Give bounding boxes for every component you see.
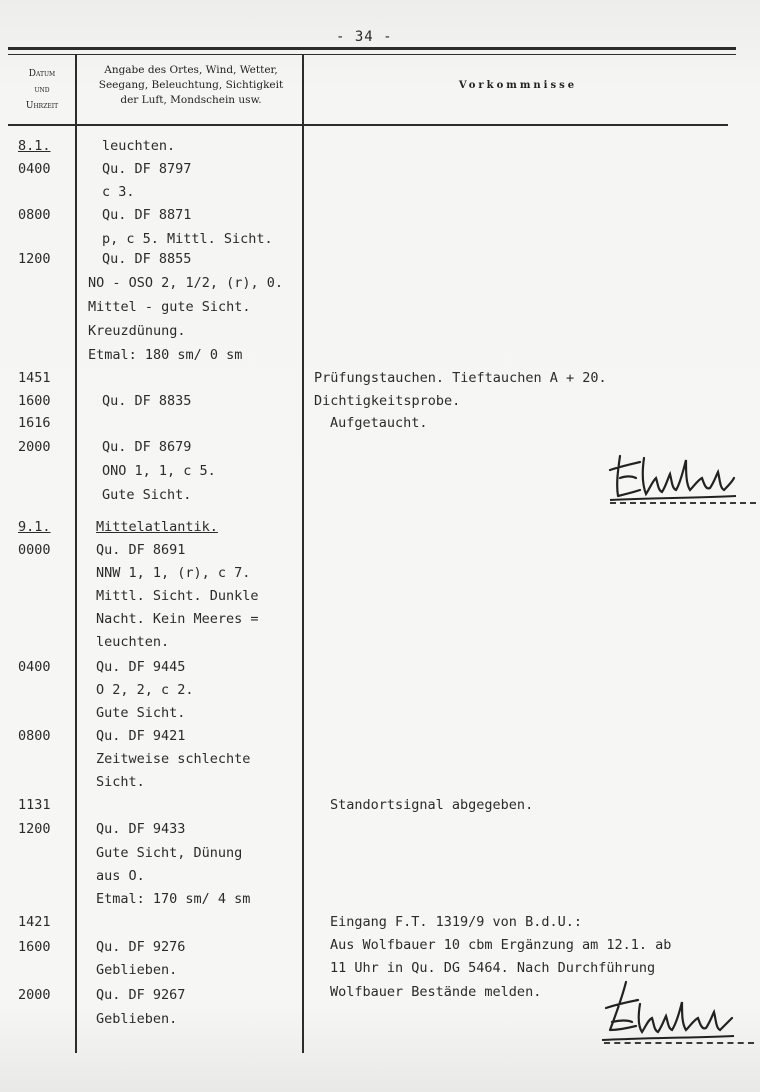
place-cell: Nacht. Kein Meeres = <box>96 611 259 627</box>
header-date-line3: Uhrzeit <box>25 101 59 111</box>
date-cell: 0000 <box>18 542 51 558</box>
place-cell: Qu. DF 8679 <box>102 439 192 455</box>
date-cell: 8.1. <box>18 138 51 154</box>
header-events: Vorkommnisse <box>458 80 578 91</box>
signature-2 <box>598 978 738 1044</box>
date-cell: 0400 <box>18 161 51 177</box>
date-cell: 1600 <box>18 393 51 409</box>
date-cell: 9.1. <box>18 519 51 535</box>
date-cell: 1421 <box>18 914 51 930</box>
signature-dash-1 <box>610 502 756 504</box>
place-cell: O 2, 2, c 2. <box>96 682 194 698</box>
place-cell: Qu. DF 8855 <box>102 251 192 267</box>
place-cell: aus O. <box>96 868 145 884</box>
header-date-time <box>12 66 72 114</box>
place-cell: p, c 5. Mittl. Sicht. <box>102 231 273 247</box>
event-cell: Prüfungstauchen. Tieftauchen A + 20. <box>314 370 607 386</box>
date-cell: 2000 <box>18 987 51 1003</box>
event-cell: Eingang F.T. 1319/9 von B.d.U.: <box>330 914 582 930</box>
signature-dash-2 <box>604 1042 754 1044</box>
place-cell: Gute Sicht, Dünung <box>96 845 243 861</box>
place-cell: Qu. DF 9276 <box>96 939 186 955</box>
event-cell: 11 Uhr in Qu. DG 5464. Nach Durchführung <box>330 960 656 976</box>
top-rule <box>8 47 736 50</box>
date-cell: 1616 <box>18 415 51 431</box>
date-cell: 1451 <box>18 370 51 386</box>
header-place-weather <box>80 63 302 108</box>
date-cell: 0800 <box>18 207 51 223</box>
place-cell: Zeitweise schlechte <box>96 751 251 767</box>
date-cell: 1600 <box>18 939 51 955</box>
place-cell: Mittel - gute Sicht. <box>88 299 251 315</box>
place-cell: Qu. DF 8797 <box>102 161 192 177</box>
place-cell: Gute Sicht. <box>96 705 186 721</box>
event-cell: Aus Wolfbauer 10 cbm Ergänzung am 12.1. ab <box>330 937 672 953</box>
header-rule <box>8 124 728 126</box>
place-cell: Qu. DF 9421 <box>96 728 186 744</box>
date-cell: 0400 <box>18 659 51 675</box>
place-cell: c 3. <box>102 184 135 200</box>
header-place-line2: Seegang, Beleuchtung, Sichtigkeit <box>98 79 284 91</box>
date-cell: 1200 <box>18 821 51 837</box>
place-cell: ONO 1, 1, c 5. <box>102 463 216 479</box>
place-cell: Qu. DF 8691 <box>96 542 186 558</box>
place-cell: leuchten. <box>102 138 176 154</box>
place-cell: Sicht. <box>96 774 145 790</box>
place-cell: Kreuzdünung. <box>88 323 186 339</box>
place-cell: Mittelatlantik. <box>96 519 218 535</box>
place-cell: Etmal: 170 sm/ 4 sm <box>96 891 251 907</box>
column-divider-date <box>75 55 77 1053</box>
date-cell: 1200 <box>18 251 51 267</box>
event-cell: Wolfbauer Bestände melden. <box>330 984 542 1000</box>
place-cell: Gute Sicht. <box>102 487 192 503</box>
header-date-line2: und <box>34 85 50 95</box>
place-cell: Qu. DF 9433 <box>96 821 186 837</box>
place-cell: NO - OSO 2, 1/2, (r), 0. <box>88 275 284 291</box>
date-cell: 1131 <box>18 797 51 813</box>
signature-1 <box>606 448 740 504</box>
date-cell: 2000 <box>18 439 51 455</box>
header-place-line1: Angabe des Ortes, Wind, Wetter, <box>104 64 278 76</box>
event-cell: Dichtigkeitsprobe. <box>314 393 461 409</box>
place-cell: Etmal: 180 sm/ 0 sm <box>88 347 243 363</box>
header-date-line1: Datum <box>28 69 56 79</box>
place-cell: Qu. DF 9445 <box>96 659 186 675</box>
date-cell: 0800 <box>18 728 51 744</box>
column-divider-place <box>302 55 304 1053</box>
place-cell: Geblieben. <box>96 1011 178 1027</box>
place-cell: Qu. DF 8835 <box>102 393 192 409</box>
event-cell: Aufgetaucht. <box>330 415 428 431</box>
page-number: - 34 - <box>336 29 393 45</box>
place-cell: Geblieben. <box>96 962 178 978</box>
top-rule-2 <box>8 54 736 55</box>
place-cell: leuchten. <box>96 634 170 650</box>
place-cell: NNW 1, 1, (r), c 7. <box>96 565 251 581</box>
place-cell: Qu. DF 8871 <box>102 207 192 223</box>
event-cell: Standortsignal abgegeben. <box>330 797 534 813</box>
place-cell: Qu. DF 9267 <box>96 987 186 1003</box>
place-cell: Mittl. Sicht. Dunkle <box>96 588 259 604</box>
header-place-line3: der Luft, Mondschein usw. <box>120 94 262 106</box>
